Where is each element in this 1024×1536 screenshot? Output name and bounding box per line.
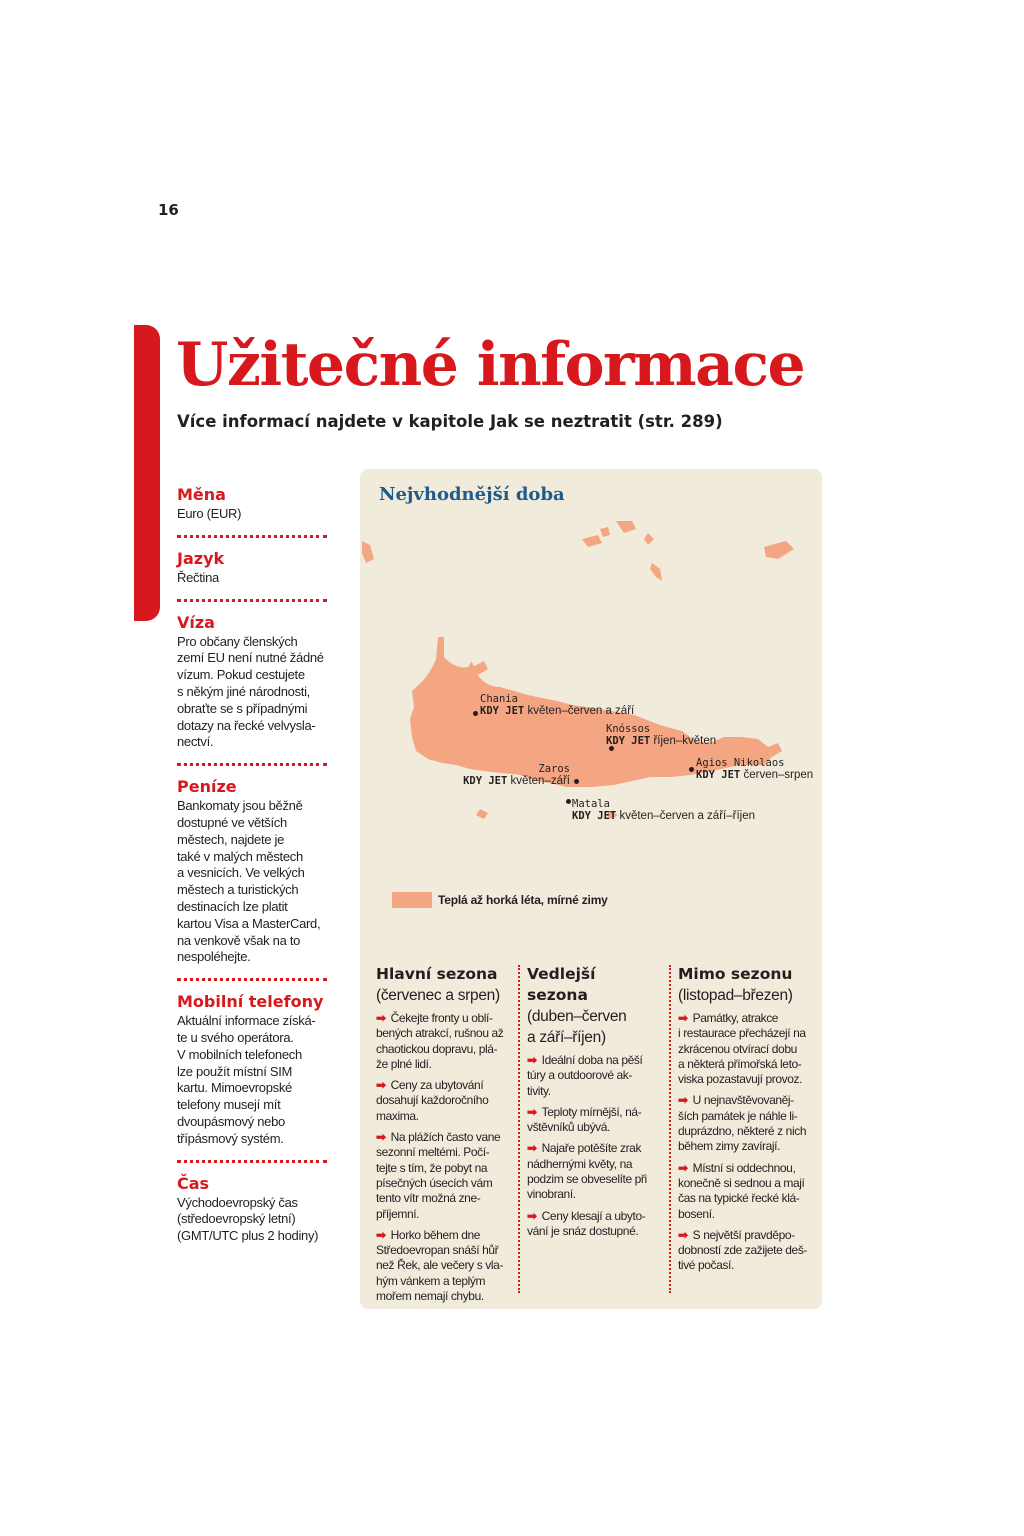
fact-money: [177, 776, 327, 981]
season-separator: [518, 965, 520, 1293]
island-kasos: [650, 563, 662, 581]
when-label: KDY JET: [480, 705, 525, 717]
fact-language: [177, 548, 327, 602]
fact-text: Pro občany členských zemí EU není nutné žádné vízum. Pokud cestujete s někým jiné národnosti, obraťte se s případnými dotazy na řecké velvysla- nectví.: [177, 633, 324, 750]
season-title: Hlavní sezona: [376, 965, 498, 983]
arrow-right-icon: ➡: [678, 1011, 688, 1025]
city-name: Chania: [480, 693, 518, 705]
arrow-right-icon: ➡: [678, 1160, 688, 1175]
fact-mobile-phones: [177, 991, 327, 1162]
fact-title: Mobilní telefony: [177, 992, 324, 1012]
season-bullet: ➡ S největší pravděpo- dobností zde zažijete deš- tivé počasí.: [678, 1227, 808, 1273]
city-name: Knóssos: [606, 723, 651, 735]
island-karpathos: [764, 541, 794, 559]
map-marker-agios-nikolaos: [689, 767, 694, 772]
page-title: Užitečné informace: [176, 330, 805, 400]
fact-title: Měna: [177, 485, 226, 504]
season-bullet: ➡ U nejnavštěvovaněj- ších památek je náhle li- duprázdno, některé z nich během zimy zavírají.: [678, 1093, 807, 1154]
city-label-chania: [480, 693, 634, 717]
arrow-right-icon: ➡: [678, 1093, 688, 1108]
legend-label: Teplá až horká léta, mírné zimy: [438, 893, 608, 907]
arrow-right-icon: ➡: [678, 1227, 688, 1242]
season-period: (listopad–březen): [678, 987, 793, 1004]
when-label: KDY JET: [463, 775, 508, 787]
city-label-agios-nikolaos: [696, 757, 813, 781]
fact-time: [177, 1173, 327, 1257]
season-title: Mimo sezonu: [678, 965, 793, 983]
arrow-right-icon: ➡: [376, 1011, 386, 1025]
season-bullet: ➡ Místní si oddechnou, konečně si sednou a mají čas na typické řecké klá- bosení.: [678, 1160, 805, 1221]
season-separator: [669, 965, 671, 1293]
fact-currency: [177, 484, 327, 538]
when-label: KDY JET: [606, 735, 651, 747]
season-shoulder: [527, 964, 661, 1245]
island-small-east: [644, 533, 654, 545]
arrow-right-icon: ➡: [527, 1053, 537, 1067]
season-bullet: ➡ Čekejte fronty u oblí- bených atrakcí, rušnou až chaotickou dopravu, plá- že plné lidí.: [376, 1011, 504, 1071]
season-low: [678, 964, 814, 1280]
best-time-panel: [360, 469, 822, 1309]
island-dia: [616, 521, 636, 533]
season-bullet: ➡ Na plážích často vane sezonní meltémi. Počí- tejte s tím, že pobyt na písečných úsecích vám tento vítr možná zne- příjemní.: [376, 1130, 501, 1221]
city-label-matala: [572, 798, 755, 822]
page-number: 16: [158, 201, 179, 219]
season-title: Vedlejší sezona: [527, 965, 596, 1004]
map-marker-matala: [566, 799, 571, 804]
fact-text: Euro (EUR): [177, 506, 242, 521]
island-small-north: [582, 535, 602, 547]
facts-column: [177, 484, 327, 1267]
fact-title: Víza: [177, 612, 215, 632]
city-name: Matala: [572, 798, 610, 810]
map-marker-chania: [473, 711, 478, 716]
season-bullet: ➡ Ideální doba na pěší túry a outdoorové ak- tivity.: [527, 1053, 643, 1098]
legend-swatch: [392, 892, 432, 908]
city-label-zaros: [462, 763, 570, 787]
city-when: květen–září: [510, 775, 570, 787]
islet-south: [476, 809, 488, 819]
map-legend: [392, 892, 608, 908]
fact-text: Východoevropský čas (středoevropský letní) (GMT/UTC plus 2 hodiny): [177, 1194, 319, 1244]
city-when: květen–červen a září: [527, 705, 635, 717]
season-bullet: ➡ Památky, atrakce i restaurace přecházejí na zkrácenou otvírací dobu a některá přímořská leto- viska pozastavují provoz.: [678, 1011, 806, 1087]
when-label: KDY JET: [572, 810, 617, 822]
city-when: říjen–květen: [653, 735, 717, 747]
panel-title: Nejvhodnější doba: [379, 484, 565, 505]
season-high: [376, 964, 514, 1310]
fact-visa: [177, 612, 327, 767]
season-bullet: ➡ Horko během dne Středoevropan snáší hůř než Řek, ale večery s vla- hým vánkem a teplým mořem nemají chybu.: [376, 1227, 503, 1304]
fact-text: Bankomaty jsou běžně dostupné ve větších městech, najdete je také v malých městech a vesnicích. Ve velkých městech a turistických destinacích lze platit kartou Visa a MasterCard, na venkově však na to nespoléhejte.: [177, 798, 321, 965]
city-label-knossos: [606, 723, 716, 747]
island-gavdos: [362, 541, 374, 563]
fact-title: Jazyk: [177, 548, 225, 568]
season-bullet: ➡ Ceny za ubytování dosahují každoročního maxima.: [376, 1078, 489, 1123]
city-name: Agios Nikolaos: [696, 757, 785, 769]
city-when: červen–srpen: [743, 769, 814, 781]
fact-title: Čas: [177, 1173, 210, 1193]
arrow-right-icon: ➡: [376, 1227, 386, 1242]
page-subtitle: Více informací najdete v kapitole Jak se neztratit (str. 289): [177, 412, 723, 431]
season-period: (duben–červen a září–říjen): [527, 1008, 627, 1046]
arrow-right-icon: ➡: [527, 1208, 537, 1223]
when-label: KDY JET: [696, 769, 741, 781]
arrow-right-icon: ➡: [376, 1078, 386, 1093]
section-tab: [134, 325, 160, 621]
city-when: květen–červen a září–říjen: [619, 810, 755, 822]
season-bullet: ➡ Ceny klesají a ubyto- vání je snáz dostupné.: [527, 1208, 646, 1238]
season-bullet: ➡ Najaře potěšíte zrak nádhernými květy, na podzim se obveselíte při vinobraní.: [527, 1141, 647, 1202]
season-period: (červenec a srpen): [376, 987, 500, 1004]
map-marker-zaros: [574, 779, 579, 784]
arrow-right-icon: ➡: [527, 1104, 537, 1119]
arrow-right-icon: ➡: [527, 1141, 537, 1156]
arrow-right-icon: ➡: [376, 1130, 386, 1145]
fact-text: Aktuální informace získá- te u svého operátora. V mobilních telefonech lze použít místní SIM kartu. Mimoevropské telefony musejí mít dvoupásmový nebo třípásmový systém.: [177, 1013, 316, 1146]
season-bullet: ➡ Teploty mírnější, ná- vštěvníků ubývá.: [527, 1104, 642, 1135]
fact-title: Peníze: [177, 777, 237, 797]
city-name: Zaros: [538, 763, 570, 775]
island-dia-west: [600, 527, 610, 537]
fact-text: Řečtina: [177, 569, 219, 585]
